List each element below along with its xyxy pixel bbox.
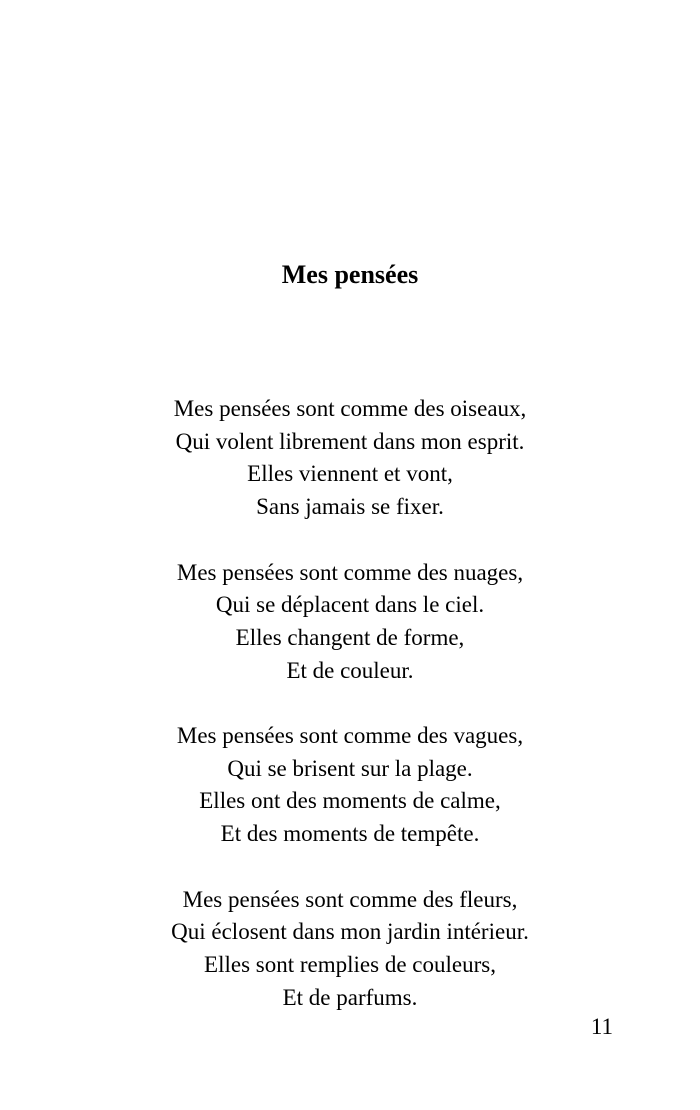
stanza [0, 393, 700, 524]
poem-line: Elles changent de forme, [235, 624, 465, 650]
poem-line: Et des moments de tempête. [220, 821, 480, 847]
poem-line: Qui éclosent dans mon jardin intérieur. [171, 919, 529, 945]
poem-line: Qui se déplacent dans le ciel. [215, 592, 485, 618]
poem-line: Elles viennent et vont, [247, 461, 453, 487]
poem-line: Sans jamais se fixer. [256, 494, 444, 520]
poem-line: Mes pensées sont comme des vagues, [176, 723, 524, 748]
page-number: 11 [590, 1014, 613, 1039]
poem-line: Elles ont des moments de calme, [199, 788, 501, 814]
poem-line: Elles sont remplies de couleurs, [204, 951, 496, 977]
poem-line: Qui volent librement dans mon esprit. [175, 428, 525, 454]
poem-line: Mes pensées sont comme des fleurs, [182, 886, 518, 912]
poem-line: Mes pensées sont comme des nuages, [176, 559, 524, 585]
poem-title: Mes pensées [281, 260, 419, 289]
poem-line: Mes pensées sont comme des oiseaux, [173, 396, 527, 421]
poem-line: Et de parfums. [282, 984, 418, 1010]
poem-line: Et de couleur. [286, 657, 414, 683]
poem-line: Qui se brisent sur la plage. [227, 755, 473, 781]
stanza [0, 884, 700, 1015]
stanza [0, 557, 700, 688]
poem-body [0, 393, 700, 1014]
stanza [0, 720, 700, 851]
